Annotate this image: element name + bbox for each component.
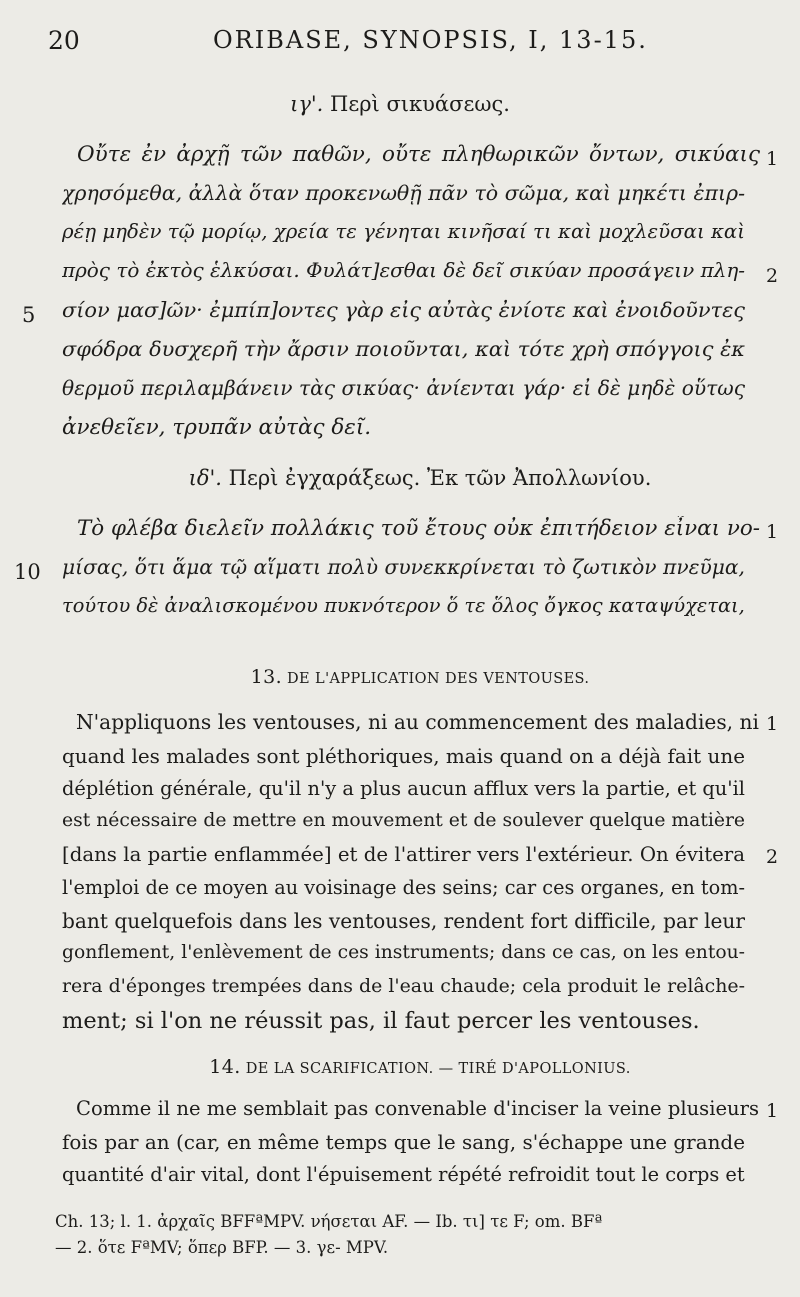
greek-14-line-2: μίσας, ὅτι ἅμα τῷ αἵματι πολὺ συνεκκρίνεται τὸ ζωτικὸν πνεῦμα, xyxy=(62,555,745,579)
margin-number-1: 1 xyxy=(766,148,779,170)
greek-13-line-4: πρὸς τὸ ἐκτὸς ἑλκύσαι. Φυλάτ]εσθαι δὲ δεῖ σικύαν προσάγειν πλη- xyxy=(62,259,745,282)
greek-13-line-3: ρέῃ μηδὲν τῷ μορίῳ, χρεία τε γένηται κινῆσαί τι καὶ μοχλεῦσαι καὶ xyxy=(62,220,745,243)
greek-heading-14-source: Ἐκ τῶν Ἀπολλωνίου. xyxy=(427,466,652,490)
greek-13-line-8: ἀνεθεῖεν, τρυπᾶν αὐτὰς δεῖ. xyxy=(62,415,372,440)
french-14-line-1: Comme il ne me semblait pas convenable d'inciser la veine plusieurs xyxy=(76,1097,759,1120)
french-heading-13-title: DE L'APPLICATION DES VENTOUSES. xyxy=(287,671,590,687)
greek-13-line-7: θερμοῦ περιλαμβάνειν τὰς σικύας· ἀνίενται γάρ· εἰ δὲ μηδὲ οὕτως xyxy=(62,376,745,400)
greek-14-line-1: Τὸ φλέβα διελεῖν πολλάκις τοῦ ἔτους οὐκ ἐπιτήδειον εἶναι νο- xyxy=(77,516,760,541)
page-number: 20 xyxy=(48,26,80,55)
margin-number-2: 2 xyxy=(766,265,779,287)
french-heading-14-number: 14. xyxy=(209,1056,241,1078)
running-head xyxy=(48,26,760,56)
greek-13-line-6: σφόδρα δυσχερῆ τὴν ἄρσιν ποιοῦνται, καὶ τότε χρὴ σπόγγοις ἐκ xyxy=(62,337,745,361)
running-title: ORIBASE, SYNOPSIS, I, 13-15. xyxy=(213,26,648,54)
greek-heading-13-title: Περὶ σικυάσεως. xyxy=(330,92,510,116)
greek-heading-13-number: ιγ'. xyxy=(290,92,324,116)
footnote-line-1: Ch. 13; l. 1. ἀρχαῖς BFFªMPV. νήσεται AF. — Ib. τι] τε F; om. BFª xyxy=(55,1212,603,1231)
margin-number-2c: 2 xyxy=(766,846,779,868)
french-14-line-3: quantité d'air vital, dont l'épuisement répété refroidit tout le corps et xyxy=(62,1163,745,1186)
french-13-line-4: est nécessaire de mettre en mouvement et de soulever quelque matière xyxy=(62,810,745,831)
greek-13-line-1: Οὔτε ἐν ἀρχῇ τῶν παθῶν, οὔτε πληθωρικῶν ὄντων, σικύαις xyxy=(77,142,760,167)
margin-number-1d: 1 xyxy=(766,1100,779,1122)
french-heading-14 xyxy=(20,1056,800,1078)
footnote-line-2: — 2. ὅτε FªMV; ὅπερ BFP. — 3. γε- MPV. xyxy=(55,1238,389,1257)
greek-13-line-5: σίον μασ]ῶν· ἐμπίπ]οντες γὰρ εἰς αὐτὰς ἐνίοτε καὶ ἐνοιδοῦντες xyxy=(62,298,745,322)
french-13-line-7: bant quelquefois dans les ventouses, rendent fort difficile, par leur xyxy=(62,909,745,933)
french-13-line-5: [dans la partie enflammée] et de l'attirer vers l'extérieur. On évitera xyxy=(62,843,745,866)
french-heading-13 xyxy=(20,666,800,688)
french-13-line-6: l'emploi de ce moyen au voisinage des seins; car ces organes, en tom- xyxy=(62,876,745,899)
french-13-line-3: déplétion générale, qu'il n'y a plus aucun afflux vers la partie, et qu'il xyxy=(62,777,745,800)
greek-14-line-3: τούτου δὲ ἀναλισκομένου πυκνότερον ὅ τε ὅλος ὄγκος καταψύχεται, xyxy=(62,594,745,617)
french-13-line-9: rera d'éponges trempées dans de l'eau chaude; cela produit le relâche- xyxy=(62,975,745,997)
french-13-line-10: ment; si l'on ne réussit pas, il faut percer les ventouses. xyxy=(62,1008,700,1034)
greek-heading-14-number: ιδ'. xyxy=(188,466,222,490)
line-number-5: 5 xyxy=(22,303,36,327)
line-number-10: 10 xyxy=(14,560,41,584)
greek-heading-14-title: Περὶ ἐγχαράξεως. xyxy=(228,466,421,490)
margin-number-1b: 1 xyxy=(766,521,779,543)
greek-heading-14 xyxy=(20,466,800,490)
french-13-line-1: N'appliquons les ventouses, ni au commencement des maladies, ni xyxy=(76,710,759,734)
greek-heading-13 xyxy=(0,92,800,116)
margin-number-1c: 1 xyxy=(766,713,779,735)
french-heading-13-number: 13. xyxy=(250,666,283,688)
greek-13-line-2: χρησόμεθα, ἀλλὰ ὅταν προκενωθῇ πᾶν τὸ σῶμα, καὶ μηκέτι ἐπιρ- xyxy=(62,181,745,205)
french-13-line-2: quand les malades sont pléthoriques, mais quand on a déjà fait une xyxy=(62,744,745,768)
french-14-line-2: fois par an (car, en même temps que le sang, s'échappe une grande xyxy=(62,1130,745,1154)
french-heading-14-title: DE LA SCARIFICATION. — TIRÉ D'APOLLONIUS. xyxy=(245,1061,631,1077)
french-13-line-8: gonflement, l'enlèvement de ces instruments; dans ce cas, on les entou- xyxy=(62,942,745,963)
